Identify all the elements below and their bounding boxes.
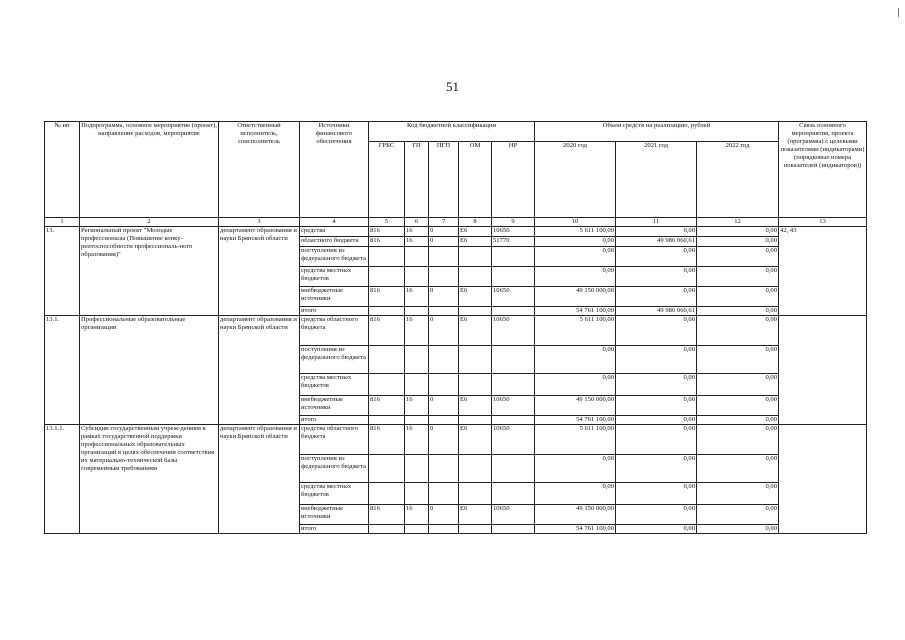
amount-y2021: 0,00 (616, 416, 697, 425)
item-name: Субсидии государственным учреж-дениям в рамках государственной поддержки профессиональных образовательных организаций в целях обеспечения соответствия их материально-технической базы современным требованиям (80, 425, 219, 534)
funding-source: средства (300, 227, 369, 237)
code-gp (405, 267, 429, 287)
column-number: 7 (429, 218, 459, 227)
code-np (492, 525, 535, 534)
amount-y2020: 49 150 000,00 (535, 396, 616, 416)
amount-y2022: 0,00 (697, 287, 779, 307)
amount-y2021: 0,00 (616, 247, 697, 267)
budget-table (44, 121, 867, 534)
code-om: Е6 (459, 287, 492, 307)
code-grbs: 816 (369, 425, 405, 455)
code-gp (405, 374, 429, 396)
column-number: 1 (45, 218, 80, 227)
code-om (459, 307, 492, 316)
code-np (492, 346, 535, 374)
header-subprogram: Подпрограмма, основное мероприятие (проект), направление расходов, мероприятие (80, 122, 219, 218)
amount-y2022: 0,00 (697, 483, 779, 505)
item-number: 13.1.1. (45, 425, 80, 534)
header-np: НР (492, 142, 535, 218)
code-gp: 16 (405, 425, 429, 455)
code-np (492, 267, 535, 287)
code-om (459, 346, 492, 374)
code-grbs (369, 247, 405, 267)
funding-source: итого (300, 525, 369, 534)
code-np (492, 416, 535, 425)
amount-y2021: 0,00 (616, 227, 697, 237)
code-om: Е6 (459, 505, 492, 525)
table-row (45, 425, 867, 455)
item-name: Профессиональные образовательные организации (80, 316, 219, 425)
amount-y2021: 0,00 (616, 425, 697, 455)
code-gp (405, 346, 429, 374)
page-edge-mark (898, 8, 899, 17)
header-executor: Ответственный исполнитель, соисполнитель (219, 122, 300, 218)
header-y2022: 2022 год (697, 142, 779, 218)
funding-source: внебюджетные источники (300, 505, 369, 525)
amount-y2020: 0,00 (535, 346, 616, 374)
code-om (459, 267, 492, 287)
code-gp (405, 247, 429, 267)
code-gp (405, 525, 429, 534)
column-number: 10 (535, 218, 616, 227)
code-pgp: 0 (429, 237, 459, 247)
code-grbs: 816 (369, 237, 405, 247)
code-np: 10650 (492, 227, 535, 237)
code-gp: 16 (405, 287, 429, 307)
code-pgp: 0 (429, 396, 459, 416)
amount-y2022: 0,00 (697, 416, 779, 425)
item-executor: департамент образования и науки Брянской области (219, 227, 300, 316)
code-grbs: 816 (369, 396, 405, 416)
amount-y2020: 49 150 000,00 (535, 287, 616, 307)
funding-source: поступления из федерального бюджета (300, 455, 369, 483)
amount-y2022: 0,00 (697, 267, 779, 287)
code-gp: 16 (405, 316, 429, 346)
header-grbs: ГРБС (369, 142, 405, 218)
amount-y2020: 54 761 100,00 (535, 416, 616, 425)
column-number: 9 (492, 218, 535, 227)
funding-source: средства местных бюджетов (300, 374, 369, 396)
indicator-link (779, 425, 867, 534)
code-om (459, 247, 492, 267)
code-gp (405, 455, 429, 483)
code-np (492, 455, 535, 483)
code-grbs (369, 307, 405, 316)
amount-y2020: 0,00 (535, 247, 616, 267)
table-body (45, 227, 867, 534)
funding-source: итого (300, 416, 369, 425)
code-np (492, 307, 535, 316)
code-gp: 16 (405, 396, 429, 416)
code-pgp: 0 (429, 287, 459, 307)
code-np: 10650 (492, 316, 535, 346)
code-pgp (429, 455, 459, 483)
code-grbs: 816 (369, 227, 405, 237)
funding-source: внебюджетные источники (300, 396, 369, 416)
code-grbs: 816 (369, 287, 405, 307)
amount-y2020: 5 611 100,00 (535, 425, 616, 455)
code-om (459, 374, 492, 396)
amount-y2020: 0,00 (535, 483, 616, 505)
amount-y2022: 0,00 (697, 396, 779, 416)
amount-y2021: 0,00 (616, 525, 697, 534)
indicator-link (779, 316, 867, 425)
code-om: Е6 (459, 425, 492, 455)
code-grbs (369, 346, 405, 374)
amount-y2022: 0,00 (697, 247, 779, 267)
code-pgp (429, 247, 459, 267)
funding-source: итого (300, 307, 369, 316)
column-number: 5 (369, 218, 405, 227)
code-grbs (369, 267, 405, 287)
amount-y2022: 0,00 (697, 237, 779, 247)
code-np: 51770 (492, 237, 535, 247)
indicator-link: 42, 43 (779, 227, 867, 316)
header-gp: ГП (405, 142, 429, 218)
amount-y2022: 0,00 (697, 425, 779, 455)
amount-y2021: 49 986 060,61 (616, 237, 697, 247)
code-gp (405, 483, 429, 505)
code-om: Е6 (459, 396, 492, 416)
header-y2020: 2020 год (535, 142, 616, 218)
code-grbs (369, 416, 405, 425)
table-row (45, 227, 867, 237)
amount-y2020: 5 611 100,00 (535, 316, 616, 346)
code-pgp (429, 483, 459, 505)
item-number: 13. (45, 227, 80, 316)
code-om (459, 455, 492, 483)
amount-y2022: 0,00 (697, 307, 779, 316)
code-pgp (429, 346, 459, 374)
amount-y2021: 0,00 (616, 316, 697, 346)
item-executor: департамент образования и науки Брянской области (219, 425, 300, 534)
code-pgp (429, 267, 459, 287)
funding-source: областного бюджета (300, 237, 369, 247)
item-number: 13.1. (45, 316, 80, 425)
item-executor: департамент образования и науки Брянской области (219, 316, 300, 425)
amount-y2020: 0,00 (535, 237, 616, 247)
column-number: 11 (616, 218, 697, 227)
code-grbs (369, 455, 405, 483)
amount-y2021: 0,00 (616, 374, 697, 396)
amount-y2022: 0,00 (697, 346, 779, 374)
amount-y2022: 0,00 (697, 316, 779, 346)
code-om: Е6 (459, 316, 492, 346)
funding-source: поступления из федерального бюджета (300, 247, 369, 267)
code-pgp (429, 525, 459, 534)
amount-y2021: 0,00 (616, 267, 697, 287)
amount-y2021: 49 986 060,61 (616, 307, 697, 316)
header-pgp: ПГП (429, 142, 459, 218)
amount-y2021: 0,00 (616, 346, 697, 374)
funding-source: средства областного бюджета (300, 316, 369, 346)
funding-source: поступления из федерального бюджета (300, 346, 369, 374)
code-np: 10650 (492, 425, 535, 455)
code-pgp: 0 (429, 505, 459, 525)
amount-y2020: 0,00 (535, 455, 616, 483)
code-np (492, 374, 535, 396)
code-om (459, 525, 492, 534)
code-grbs (369, 525, 405, 534)
column-number: 4 (300, 218, 369, 227)
code-om: Е6 (459, 227, 492, 237)
amount-y2022: 0,00 (697, 455, 779, 483)
header-y2021: 2021 год (616, 142, 697, 218)
amount-y2022: 0,00 (697, 227, 779, 237)
column-number: 3 (219, 218, 300, 227)
code-gp: 16 (405, 227, 429, 237)
code-grbs: 816 (369, 505, 405, 525)
amount-y2021: 0,00 (616, 483, 697, 505)
amount-y2021: 0,00 (616, 505, 697, 525)
amount-y2020: 54 761 100,00 (535, 525, 616, 534)
code-pgp: 0 (429, 425, 459, 455)
column-number: 8 (459, 218, 492, 227)
amount-y2020: 5 611 100,00 (535, 227, 616, 237)
code-gp: 16 (405, 505, 429, 525)
code-pgp (429, 307, 459, 316)
code-gp (405, 416, 429, 425)
amount-y2021: 0,00 (616, 396, 697, 416)
table-row (45, 316, 867, 346)
item-name: Региональный проект "Молодые профессионалы (Повышение конку-рентоспособности профессиональ-ного образования)" (80, 227, 219, 316)
code-np: 10650 (492, 287, 535, 307)
column-number-row (45, 218, 867, 227)
amount-y2020: 54 761 100,00 (535, 307, 616, 316)
code-pgp: 0 (429, 316, 459, 346)
code-pgp (429, 416, 459, 425)
funding-source: средства местных бюджетов (300, 483, 369, 505)
funding-source: средства местных бюджетов (300, 267, 369, 287)
code-np (492, 483, 535, 505)
amount-y2020: 0,00 (535, 267, 616, 287)
header-om: ОМ (459, 142, 492, 218)
code-pgp (429, 374, 459, 396)
amount-y2020: 0,00 (535, 374, 616, 396)
column-number: 12 (697, 218, 779, 227)
code-grbs: 816 (369, 316, 405, 346)
header-volume: Объем средств на реализацию, рублей (535, 122, 779, 142)
header-num: № пп (45, 122, 80, 218)
amount-y2021: 0,00 (616, 455, 697, 483)
column-number: 6 (405, 218, 429, 227)
code-gp (405, 307, 429, 316)
code-np: 10650 (492, 505, 535, 525)
code-np (492, 247, 535, 267)
column-number: 13 (779, 218, 867, 227)
header-sources: Источники финансового обеспечения (300, 122, 369, 218)
funding-source: средства областного бюджета (300, 425, 369, 455)
header-link: Связь основного мероприятия, проекта (программы) с целевыми показателями (индикаторами) (порядковые номера показателей (индикаторов)) (779, 122, 867, 218)
header-budget-code: Код бюджетной классификации (369, 122, 535, 142)
code-om: Е6 (459, 237, 492, 247)
amount-y2020: 49 150 000,00 (535, 505, 616, 525)
code-gp: 16 (405, 237, 429, 247)
code-pgp: 0 (429, 227, 459, 237)
page-number: 51 (446, 79, 459, 94)
column-number: 2 (80, 218, 219, 227)
amount-y2021: 0,00 (616, 287, 697, 307)
code-grbs (369, 483, 405, 505)
code-om (459, 483, 492, 505)
code-np: 10650 (492, 396, 535, 416)
code-om (459, 416, 492, 425)
code-grbs (369, 374, 405, 396)
table-header (45, 122, 867, 227)
amount-y2022: 0,00 (697, 525, 779, 534)
funding-source: внебюджетные источники (300, 287, 369, 307)
amount-y2022: 0,00 (697, 505, 779, 525)
amount-y2022: 0,00 (697, 374, 779, 396)
